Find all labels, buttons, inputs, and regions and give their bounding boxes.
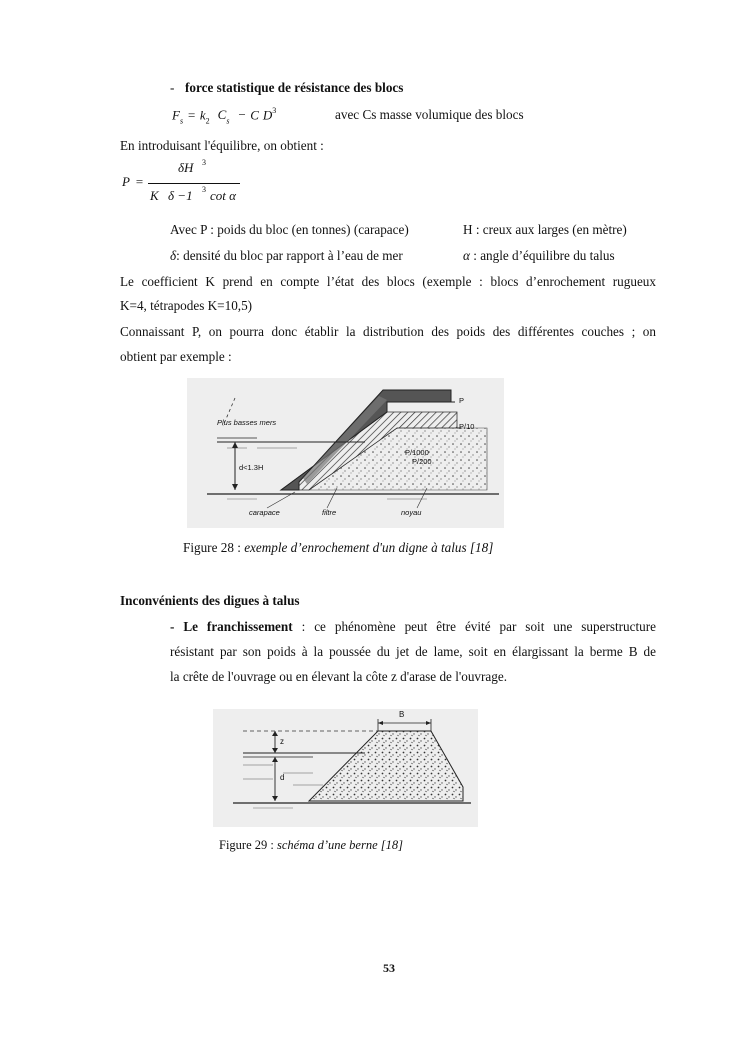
fig29-caption-prefix: Figure 29 : [219, 838, 274, 852]
page-number: 53 [383, 961, 395, 975]
para-p-line1: Connaissant P, on pourra donc établir la distribution des poids des différentes couches ; on [120, 324, 656, 339]
formula-lhs-sub: s [179, 116, 184, 126]
formula-lhs: F [172, 107, 180, 123]
fig28-caption-prefix: Figure 28 : [183, 540, 241, 555]
figure-29-caption [219, 837, 403, 853]
formula-c: C [217, 107, 227, 123]
figure-29-drawing [213, 709, 478, 827]
delta-definition: : densité du bloc par rapport à l’eau de mer [176, 248, 403, 263]
formula-d: D [262, 107, 273, 123]
def-alpha [463, 248, 615, 264]
eq-den-k: K [150, 188, 159, 203]
fig28-label-p: P [459, 396, 465, 405]
inconv-line1 [170, 619, 656, 635]
figure-28-caption [183, 540, 493, 556]
fig28-label-carapace: carapace [249, 508, 280, 517]
equation-p [120, 158, 250, 206]
fig28-label-p200: P/200 [412, 457, 432, 466]
fig28-label-noyau: noyau [401, 508, 422, 517]
eq-den-exp: 3 [202, 185, 206, 194]
formula-d-exp: 3 [272, 106, 277, 115]
inconv-item-line1: : ce phénomène peut être évité par soit une superstructure [301, 619, 656, 634]
inconv-line3: la crête de l'ouvrage ou en élevant la côte z d'arase de l'ouvrage. [170, 669, 508, 684]
eq-num-exp: 3 [202, 158, 206, 167]
mound-body [309, 731, 463, 801]
fig28-caption-text: exemple d’enrochement d'un digne à talus [18] [244, 540, 494, 555]
para-k-line2: K=4, tétrapodes K=10,5) [120, 298, 253, 313]
para-k-line1: Le coefficient K prend en compte l’état des blocs (exemple : blocs d’enrochement rugueux [120, 274, 656, 289]
formula-k-sub: 2 [205, 116, 210, 126]
section-heading-inconvenients: Inconvénients des digues à talus [120, 593, 300, 608]
figure-29-berm [213, 709, 478, 827]
eq-den-delta: δ −1 [168, 188, 193, 203]
fig28-label-plus-basses-mers: Plus basses mers [217, 418, 277, 427]
figure-28-drawing [187, 378, 504, 528]
def-h: H : creux aux larges (en mètre) [463, 222, 627, 237]
formula-fs [172, 106, 276, 126]
figure-28-rubble-mound [187, 378, 504, 528]
def-p: Avec P : poids du bloc (en tonnes) (carapace) [170, 222, 409, 237]
eq-numerator: δH [178, 160, 194, 175]
formula-k: k [199, 107, 206, 123]
fig28-label-p1000: P/1000 [405, 448, 429, 457]
eq-p: P [122, 174, 130, 189]
formula-eq: = [187, 107, 196, 123]
fig28-label-filtre: filtre [322, 508, 337, 517]
fig29-label-d: d [280, 773, 285, 782]
delta-symbol: δ [170, 248, 177, 263]
fig29-caption-text: schéma d’une berne [18] [276, 838, 403, 852]
alpha-definition: : angle d’équilibre du talus [473, 248, 615, 263]
eq-fraction-bar [148, 183, 240, 184]
alpha-symbol: α [463, 248, 470, 263]
para-p-line2: obtient par exemple : [120, 349, 232, 364]
formula-c-sub: s [226, 116, 230, 126]
section-heading-force: force statistique de résistance des blocs [185, 80, 404, 95]
formula-minus: − [237, 107, 247, 123]
intro-text: En introduisant l'équilibre, on obtient : [120, 138, 324, 153]
inconv-item-lead: - Le franchissement [170, 619, 293, 634]
fig28-label-depth: d<1.3H [239, 463, 264, 472]
bullet-dash: - [170, 80, 175, 95]
fig29-label-b: B [399, 710, 405, 719]
formula-note: avec Cs masse volumique des blocs [335, 107, 524, 122]
fig28-label-p10: P/10 [459, 422, 475, 431]
formula-c2: C [250, 107, 259, 123]
def-delta [170, 248, 403, 264]
eq-den-cot: cot α [210, 188, 236, 203]
eq-equals: = [135, 174, 144, 189]
fig29-label-z: z [280, 737, 284, 746]
inconv-line2: résistant par son poids à la poussée du jet de lame, soit en élargissant la berme B de [170, 644, 656, 659]
